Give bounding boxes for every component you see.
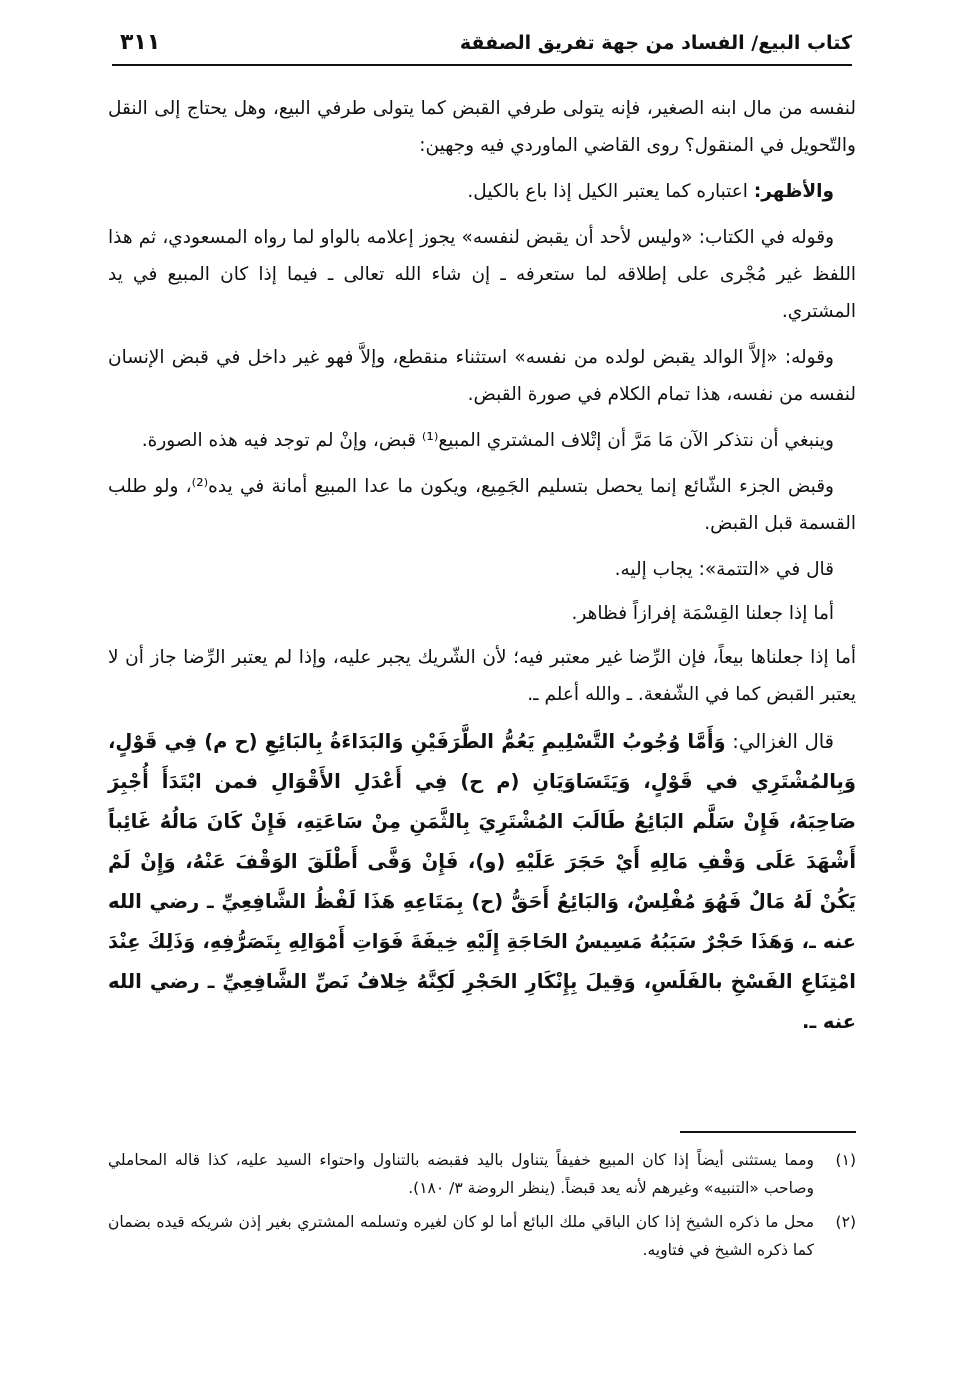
footnote-1	[108, 1146, 856, 1202]
paragraph-2	[108, 173, 856, 210]
footnote-2	[108, 1208, 856, 1264]
footnote-separator	[680, 1131, 856, 1133]
ghazali-quote	[108, 722, 856, 1042]
ghazali-quote-lead: قال الغزالي:	[725, 730, 834, 753]
paragraph-8: أما إذا جعلنا القِسْمَة إفرازاً فظاهر.	[571, 603, 834, 624]
footnote-number: (٢)	[835, 1213, 856, 1231]
paragraph-2-text: اعتباره كما يعتبر الكيل إذا باع بالكيل.	[467, 181, 754, 202]
footnote-text: محل ما ذكره الشيخ إذا كان الباقي ملك البائع أما لو كان لغيره وتسلمه المشتري بغير إذن شريكه قيده بضمان كما ذكره الشيخ في فتاويه.	[108, 1213, 814, 1259]
paragraph-9: أما إذا جعلناها بيعاً، فإن الرِّضا غير معتبر فيه؛ لأن الشّريك يجبر عليه، وإذا لم يعتبر الرِّضا جاز أن لا يعتبر القبض كما في الشّفعة. ـ والله أعلم ـ.	[108, 647, 856, 705]
paragraph-2-lead: والأظهر:	[753, 181, 834, 202]
running-title: كتاب البيع/ الفساد من جهة تفريق الصفقة	[459, 32, 852, 54]
footnotes	[108, 1146, 856, 1270]
paragraph-1: لنفسه من مال ابنه الصغير، فإنه يتولى طرفي القبض كما يتولى طرفي البيع، وهل يحتاج إلى النقل والتّحويل في المنقول؟ روى القاضي الماوردي فيه وجهين:	[108, 98, 856, 156]
footnote-text: ومما يستثنى أيضاً إذا كان المبيع خفيفاً يتناول باليد فقبضه بالتناول واحتواء السيد عليه، كذا قاله المحاملي وصاحب «التنبيه» وغيرهم لأنه يعد قبضاً. (ينظر الروضة ٣/ ١٨٠).	[108, 1151, 814, 1197]
paragraph-6: وقبض الجزء الشّائع إنما يحصل بتسليم الجَمِيع، ويكون ما عدا المبيع أمانة في يده⁽²⁾، ولو طلب القسمة قبل القبض.	[108, 476, 856, 534]
page-number: ٣١١	[120, 30, 161, 55]
ghazali-quote-text: وَأَمَّا وُجُوبُ التَّسْلِيمِ يَعُمُّ الطَّرَفَيْنِ وَالبَدَاءَةُ بِالبَائِعِ (ح م) فِي قَوْلٍ، وَبِالمُشْتَرِي في قَوْلٍ، وَيَتَسَاوَيَانِ (م ح) فِي أَعْدَلِ الأَقْوَالِ فمن ابْتَدَأَ أُجْبِرَ صَاحِبَهُ، فَإِنْ سَلَّم البَائِعُ طَالَبَ المُشْتَرِيَ بِالثَّمَنِ مِنْ سَاعَتِهِ، فَإِنْ كَانَ مَالُهُ غَائِباً أَشْهَدَ عَلَى وَقْفِ مَالِهِ أَيْ حَجَرَ عَلَيْهِ (و)، فَإِنْ وَفَّى أَطْلَقَ الوَقْفَ عَنْهُ، وَإِنْ لَمْ يَكُنْ لَهُ مَالٌ فَهُوَ مُفْلِسٌ، وَالبَائِعُ أَحَقُّ (ح) بِمَتَاعِهِ هَذَا لَفْظُ الشَّافِعِيِّ ـ رضي الله عنه ـ، وَهَذَا حَجْرٌ سَبَبُهُ مَسِيسُ الحَاجَةِ إِلَيْهِ خِيفَةَ فَوَاتِ أَمْوَالِهِ بِتَصَرُّفِهِ، وَذَلِكَ عِنْدَ امْتِنَاعِ الفَسْخِ بالفَلَسِ، وَقِيلَ بِإِنْكَارِ الحَجْرِ لَكِنَّهُ خِلافُ نَصِّ الشَّافِعِيِّ ـ رضي الله عنه ـ.	[108, 730, 856, 1033]
paragraph-4: وقوله: «إلاَّ الوالد يقبض لولده من نفسه» استثناء منقطع، وإلاَّ فهو غير داخل في قبض الإنسان لنفسه من نفسه، هذا تمام الكلام في صورة القبض.	[108, 347, 856, 405]
paragraph-7: قال في «التتمة»: يجاب إليه.	[614, 559, 834, 580]
paragraph-5: وينبغي أن نتذكر الآن مَا مَرَّ أن إتْلاف المشتري المبيع⁽¹⁾ قبض، وإنْ لم توجد فيه هذه الصورة.	[141, 430, 834, 451]
page-header	[112, 30, 852, 66]
footnote-number: (١)	[835, 1151, 856, 1169]
paragraph-3: وقوله في الكتاب: «وليس لأحد أن يقبض لنفسه» يجوز إعلامه بالواو لما رواه المسعودي، ثم هذا اللفظ غير مُجْرى على إطلاقه لما ستعرفه ـ إن شاء الله تعالى ـ فيما إذا كان المبيع في يد المشتري.	[108, 227, 856, 322]
main-text	[108, 90, 856, 1051]
